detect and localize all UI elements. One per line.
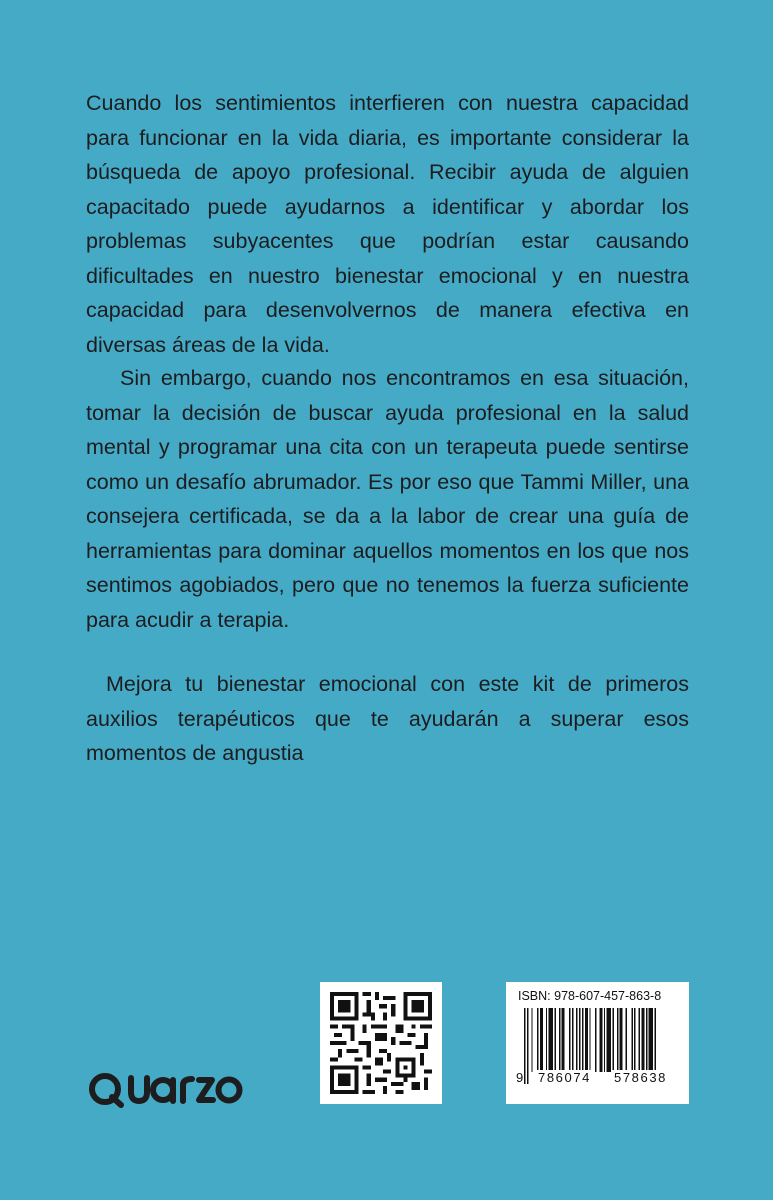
barcode-bar: [549, 1008, 553, 1072]
barcode-digit-lead: 9: [516, 1070, 524, 1085]
barcode-bar: [626, 1008, 627, 1072]
qr-code[interactable]: [320, 982, 442, 1104]
qr-code-icon: [330, 992, 432, 1094]
quarzo-publisher-logo: [88, 1062, 248, 1118]
barcode-bar: [582, 1008, 583, 1072]
barcode-bar: [540, 1008, 543, 1072]
barcode-bar: [639, 1008, 640, 1072]
barcode-bar: [641, 1008, 644, 1072]
isbn-label: ISBN: 978-607-457-863-8: [518, 989, 662, 1003]
barcode-bar: [554, 1008, 555, 1072]
barcode-bar: [524, 1008, 525, 1084]
barcode-bar: [569, 1008, 570, 1072]
barcode-bar: [604, 1008, 605, 1072]
barcode-bar: [607, 1008, 611, 1072]
barcode-bar: [617, 1008, 618, 1072]
synopsis-paragraph-2: Sin embargo, cuando nos encontramos en esa situación, tomar la decisión de buscar ayuda profesional en la salud mental y programar una cita con un terapeuta puede sentirse como un desafío abrumador. Es por eso que Tammi Miller, una consejera certificada, se da a la labor de crear una guía de herramientas para dominar aquellos momentos en los que nos sentimos agobiados, pero que no tenemos la fuerza suficiente para acudir a terapia.: [86, 366, 689, 632]
barcode-bar: [527, 1008, 528, 1084]
barcode-bar: [620, 1008, 623, 1072]
synopsis-paragraph-1: Cuando los sentimientos interfieren con nuestra capacidad para funcionar en la vida diaria, es importante considerar la búsqueda de apoyo profesional. Recibir ayuda de alguien capacitado puede ayudarnos a identificar y abordar los problemas subyacentes que podrían estar causando dificultades en nuestro bienestar emocional y en nuestra capacidad para desenvolvernos de manera efectiva en diversas áreas de la vida.: [86, 91, 689, 357]
barcode-bar: [655, 1008, 656, 1072]
barcode-bar: [612, 1008, 613, 1072]
synopsis-paragraph-3: Mejora tu bienestar emocional con este kit de primeros auxilios terapéuticos que te ayudarán a superar esos momentos de angustia: [86, 672, 689, 765]
isbn-barcode: [506, 982, 689, 1104]
barcode-bar: [546, 1008, 547, 1072]
barcode-bar: [559, 1008, 560, 1072]
barcode-bar: [572, 1008, 573, 1072]
barcode-bar: [576, 1008, 577, 1072]
barcode-bar: [646, 1008, 647, 1072]
barcode-bar: [595, 1008, 596, 1072]
barcode-digits-left: 786074: [538, 1070, 591, 1085]
barcode-bar: [562, 1008, 565, 1072]
barcode-bar: [579, 1008, 580, 1072]
barcode-bar: [634, 1008, 635, 1072]
barcode-bar: [537, 1008, 538, 1072]
barcode-bar: [599, 1008, 602, 1072]
barcode-bar: [649, 1008, 653, 1072]
barcode-bar: [631, 1008, 632, 1072]
barcode-bar: [531, 1008, 532, 1072]
barcode-digits-right: 578638: [614, 1070, 667, 1085]
